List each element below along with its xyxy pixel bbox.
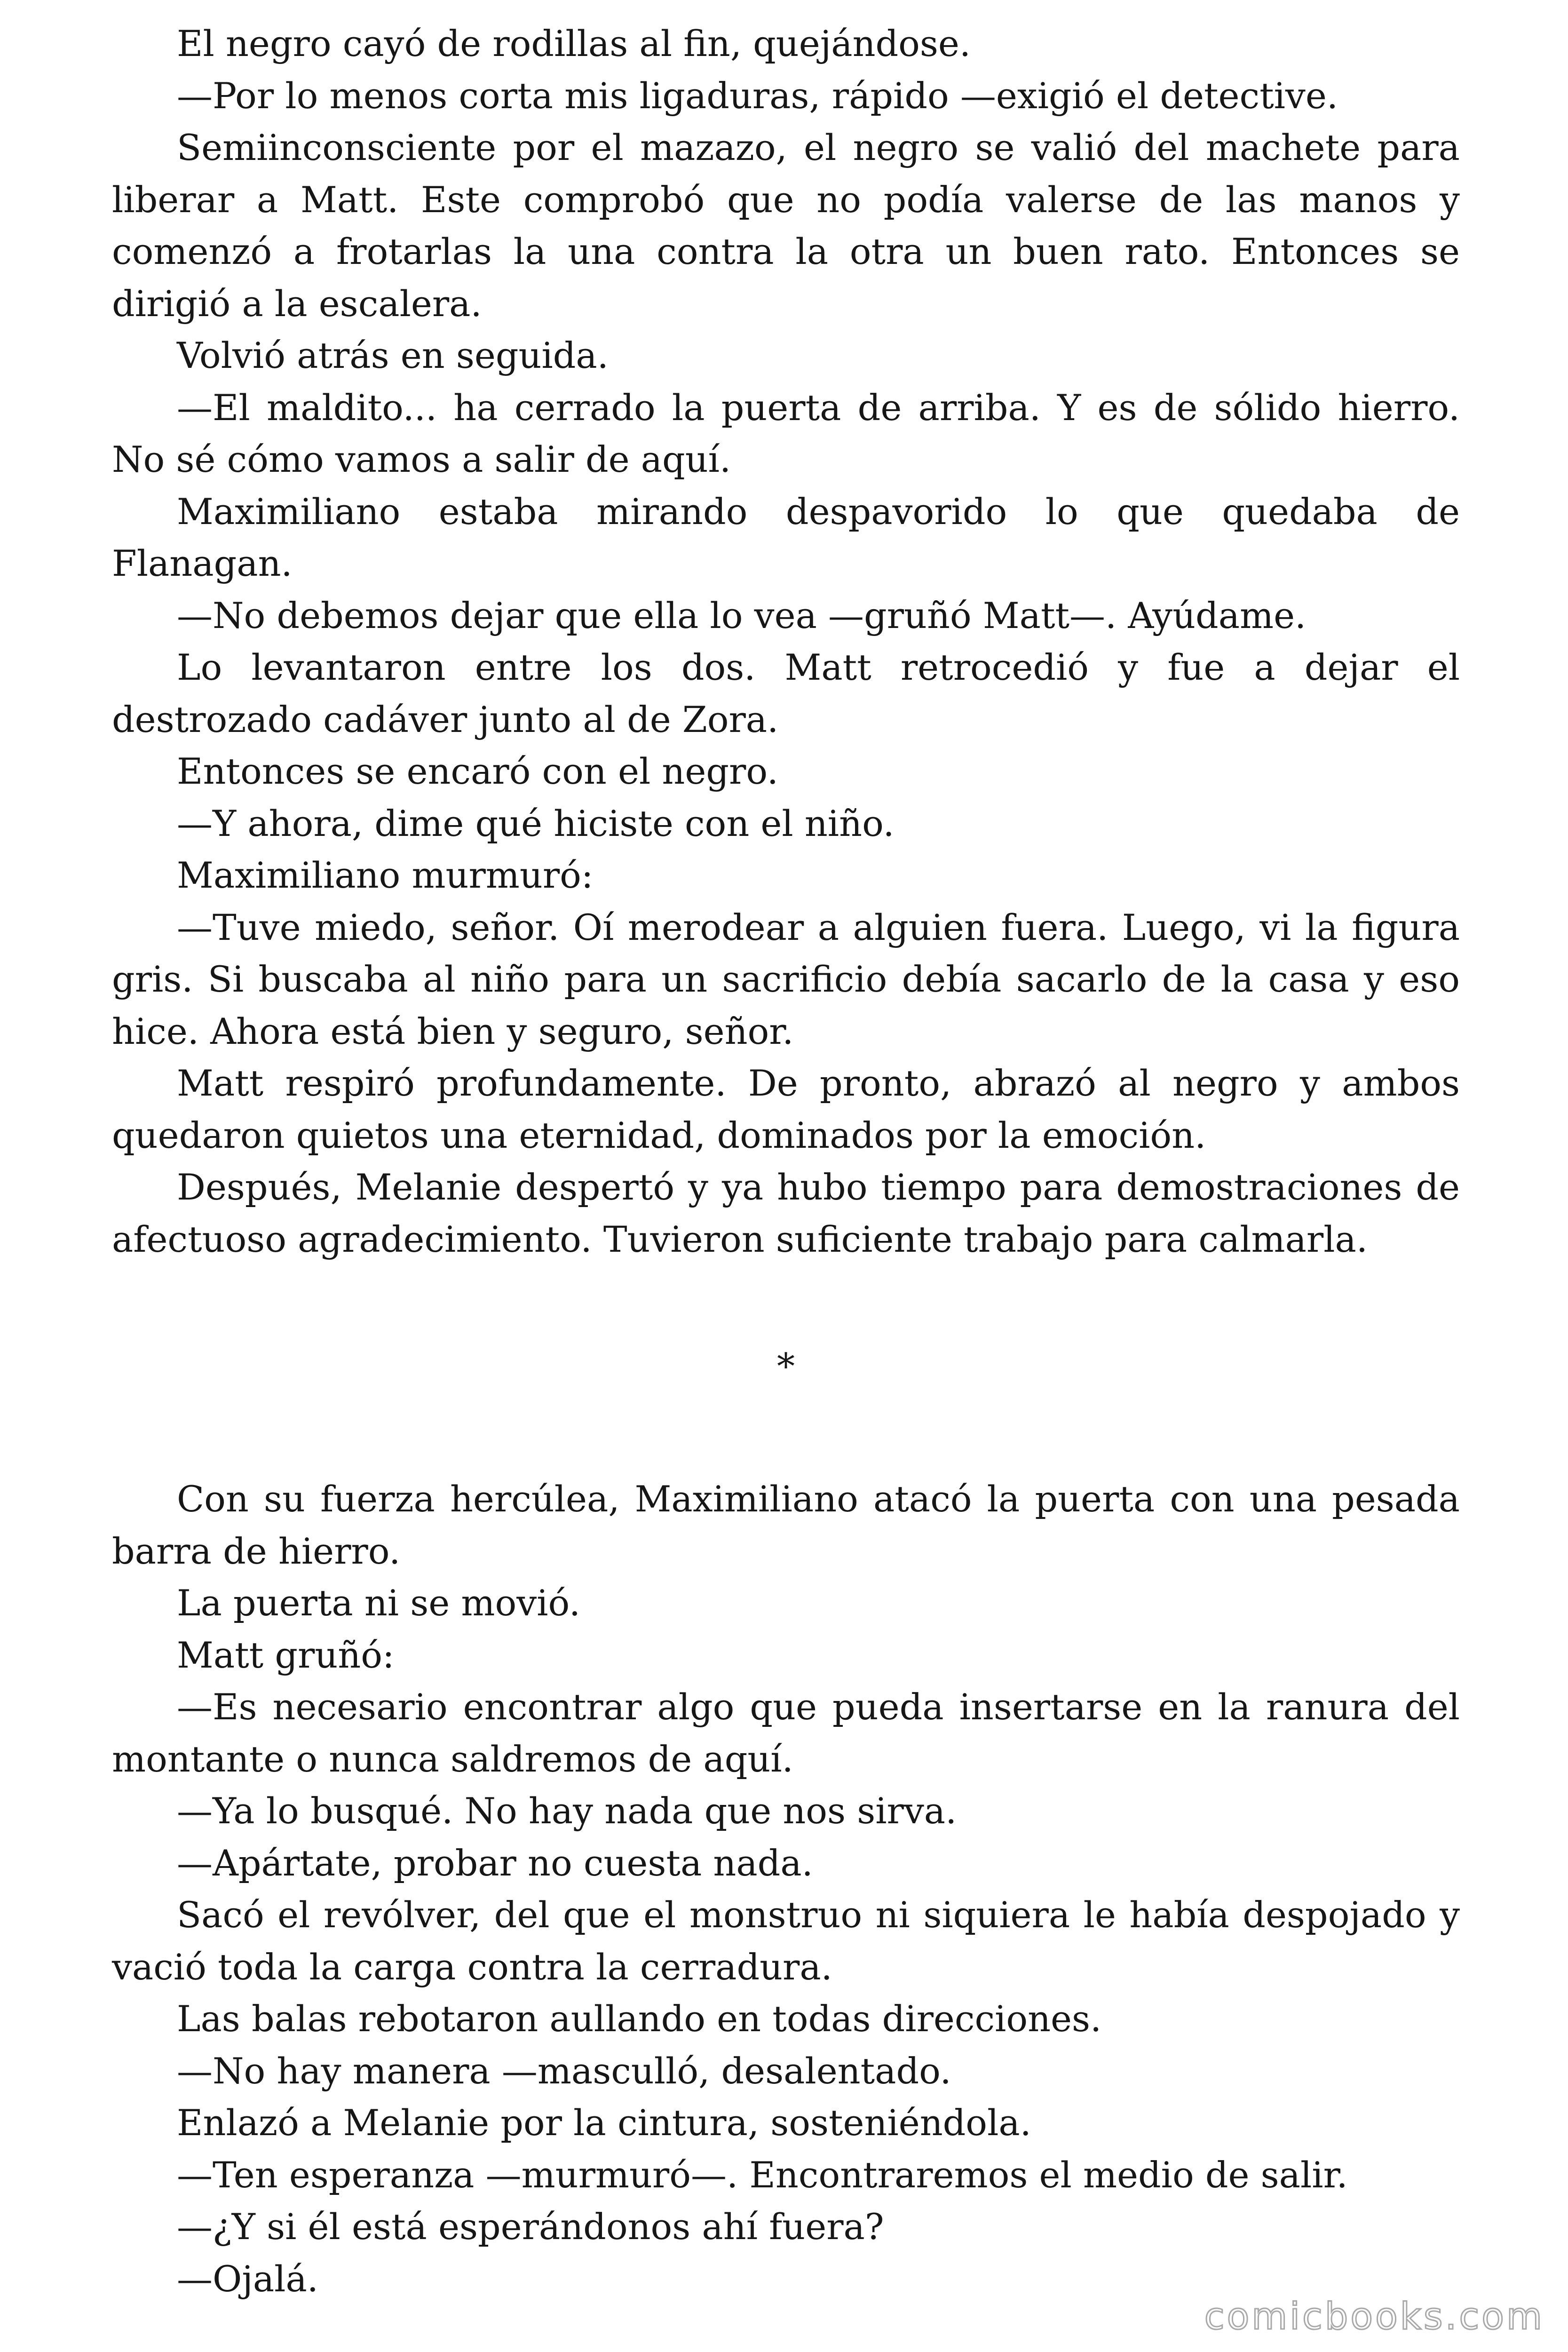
scene-break	[112, 1265, 1460, 1473]
section-two	[112, 1473, 1460, 2305]
paragraph: —¿Y si él está esperándonos ahí fuera?	[177, 2206, 884, 2248]
paragraph: —Es necesario encontrar algo que pueda insertarse en la ranura del montante o nunca saldremos de aquí.	[112, 1686, 1460, 1780]
paragraph: Entonces se encaró con el negro.	[177, 750, 778, 792]
paragraph: Lo levantaron entre los dos. Matt retrocedió y fue a dejar el destrozado cadáver junto al de Zora.	[112, 646, 1460, 740]
paragraph: Maximiliano estaba mirando despavorido lo que quedaba de Flanagan.	[112, 490, 1460, 584]
page-text	[112, 18, 1460, 2305]
paragraph: Sacó el revólver, del que el monstruo ni siquiera le había despojado y vació toda la carga contra la cerradura.	[112, 1894, 1460, 1988]
paragraph: —El maldito... ha cerrado la puerta de arriba. Y es de sólido hierro. No sé cómo vamos a salir de aquí.	[112, 386, 1460, 480]
section-one	[112, 18, 1460, 1265]
paragraph: Las balas rebotaron aullando en todas direcciones.	[177, 1998, 1102, 2040]
paragraph: —Por lo menos corta mis ligaduras, rápido —exigió el detective.	[177, 74, 1338, 117]
paragraph: Matt gruñó:	[177, 1634, 395, 1676]
paragraph: Maximiliano murmuró:	[177, 854, 594, 896]
paragraph: La puerta ni se movió.	[177, 1582, 581, 1624]
paragraph: Volvió atrás en seguida.	[177, 334, 609, 376]
paragraph: —Ojalá.	[177, 2257, 318, 2300]
paragraph: Después, Melanie despertó y ya hubo tiempo para demostraciones de afectuoso agradecimiento. Tuvieron suficiente trabajo para calmarla.	[112, 1166, 1460, 1260]
paragraph: Matt respiró profundamente. De pronto, abrazó al negro y ambos quedaron quietos una eternidad, dominados por la emoción.	[112, 1062, 1460, 1156]
paragraph: —No hay manera —masculló, desalentado.	[177, 2050, 951, 2092]
paragraph: Enlazó a Melanie por la cintura, sosteniéndola.	[177, 2102, 1031, 2144]
paragraph: El negro cayó de rodillas al fin, quejándose.	[177, 23, 971, 64]
paragraph: Con su fuerza hercúlea, Maximiliano atacó la puerta con una pesada barra de hierro.	[112, 1478, 1460, 1572]
paragraph: —Y ahora, dime qué hiciste con el niño.	[177, 802, 895, 844]
paragraph: —No debemos dejar que ella lo vea —gruñó Matt—. Ayúdame.	[177, 594, 1307, 636]
paragraph: —Apártate, probar no cuesta nada.	[177, 1842, 813, 1884]
paragraph: —Tuve miedo, señor. Oí merodear a alguien fuera. Luego, vi la figura gris. Si buscaba al niño para un sacrificio debía sacarlo de la casa y eso hice. Ahora está bien y seguro, señor.	[112, 906, 1460, 1052]
paragraph: Semiinconsciente por el mazazo, el negro se valió del machete para liberar a Matt. Este comprobó que no podía valerse de las manos y comenzó a frotarlas la una contra la otra un buen rato. Entonces se dirigió a la escalera.	[112, 127, 1460, 325]
watermark: comicbooks.com	[1204, 2296, 1544, 2338]
paragraph: —Ten esperanza —murmuró—. Encontraremos el medio de salir.	[177, 2153, 1348, 2196]
scene-break-asterisk: *	[777, 1345, 795, 1387]
paragraph: —Ya lo busqué. No hay nada que nos sirva.	[177, 1790, 957, 1832]
